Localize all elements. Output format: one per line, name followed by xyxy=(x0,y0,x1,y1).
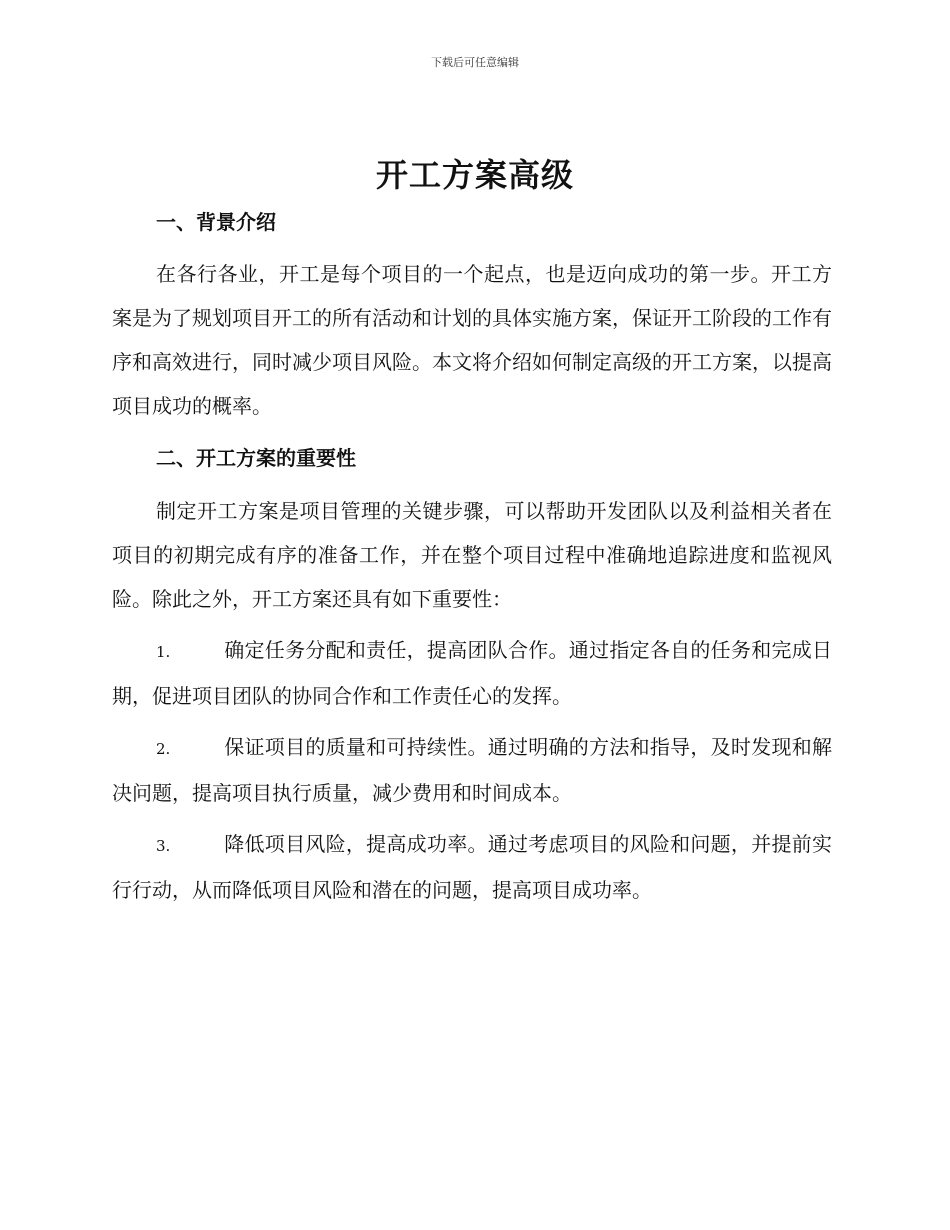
paragraph-importance: 制定开工方案是项目管理的关键步骤，可以帮助开发团队以及利益相关者在项目的初期完成有序的准备工作，并在整个项目过程中准确地追踪进度和监视风险。除此之外，开工方案还具有如下重要性： xyxy=(112,499,832,611)
section-heading-importance: 二、开工方案的重要性 xyxy=(156,446,356,470)
list-item xyxy=(112,628,832,718)
list-item-text: 保证项目的质量和可持续性。通过明确的方法和指导，及时发现和解决问题，提高项目执行质量，减少费用和时间成本。 xyxy=(112,735,832,805)
paragraph-background: 在各行各业，开工是每个项目的一个起点，也是迈向成功的第一步。开工方案是为了规划项目开工的所有活动和计划的具体实施方案，保证开工阶段的工作有序和高效进行，同时减少项目风险。本文将介绍如何制定高级的开工方案，以提高项目成功的概率。 xyxy=(112,262,832,418)
list-item-number: 1. xyxy=(156,643,171,661)
list-item-number: 2. xyxy=(156,740,171,758)
section-heading-background: 一、背景介绍 xyxy=(156,210,276,234)
document-title: 开工方案高级 xyxy=(375,156,574,194)
list-item-text: 降低项目风险，提高成功率。通过考虑项目的风险和问题，并提前实行行动，从而降低项目风险和潜在的问题，提高项目成功率。 xyxy=(112,832,832,902)
list-item-text: 确定任务分配和责任，提高团队合作。通过指定各自的任务和完成日期，促进项目团队的协同合作和工作责任心的发挥。 xyxy=(112,638,832,708)
page-header: 下载后可任意编辑 xyxy=(431,56,519,69)
list-item xyxy=(112,822,832,912)
list-item-number: 3. xyxy=(156,837,171,855)
list-item xyxy=(112,725,832,815)
